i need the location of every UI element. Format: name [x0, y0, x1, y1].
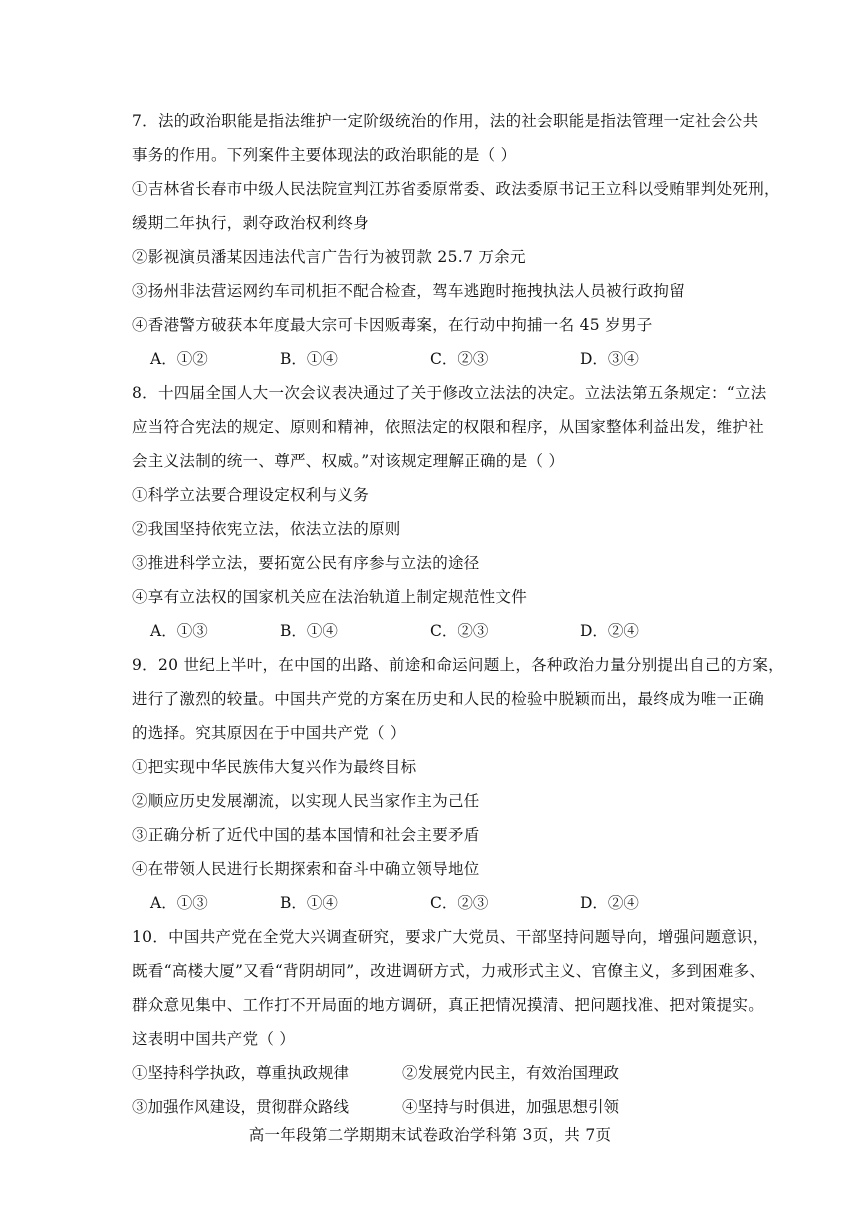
statement: ①把实现中华民族伟大复兴作为最终目标	[132, 758, 417, 776]
answer-options	[132, 614, 772, 648]
statement: ②发展党内民主，有效治国理政	[402, 1064, 620, 1082]
statement: ③扬州非法营运网约车司机拒不配合检查，驾车逃跑时拖拽执法人员被行政拘留	[132, 282, 686, 300]
question-9	[132, 648, 784, 920]
question-stem: 应当符合宪法的规定、原则和精神，依照法定的权限和程序，从国家整体利益出发，维护社	[132, 418, 765, 436]
statement: ④在带领人民进行长期探索和奋斗中确立领导地位	[132, 860, 480, 878]
statement: ④坚持与时俱进，加强思想引领	[402, 1098, 620, 1116]
option-a: A．①③	[150, 894, 208, 912]
question-stem: 这表明中国共产党（ ）	[132, 1030, 296, 1048]
question-stem: 事务的作用。下列案件主要体现法的政治职能的是（ ）	[132, 146, 517, 164]
question-stem: 8．十四届全国人大一次会议表决通过了关于修改立法法的决定。立法法第五条规定：“立法	[132, 384, 767, 402]
answer-options	[132, 342, 772, 376]
question-stem: 的选择。究其原因在于中国共产党（ ）	[132, 724, 406, 742]
statement: ①坚持科学执政，尊重执政规律	[132, 1064, 350, 1082]
question-8	[132, 376, 772, 648]
statement-row	[132, 1056, 772, 1090]
option-c: C．②③	[430, 894, 489, 912]
option-a: A．①③	[150, 622, 208, 640]
statement: ③正确分析了近代中国的基本国情和社会主要矛盾	[132, 826, 480, 844]
question-stem: 既看“高楼大厦”又看“背阴胡同”，改进调研方式，力戒形式主义、官僚主义，多到困难多、	[132, 962, 766, 980]
question-stem: 9．20 世纪上半叶，在中国的出路、前途和命运问题上，各种政治力量分别提出自己的方案，	[132, 656, 784, 674]
page-footer: 高一年段第二学期期末试卷政治学科第 3页，共 7页	[248, 1126, 612, 1144]
statement-row	[132, 1090, 772, 1124]
option-c: C．②③	[430, 350, 489, 368]
option-c: C．②③	[430, 622, 489, 640]
question-stem: 会主义法制的统一、尊严、权威。”对该规定理解正确的是（ ）	[132, 452, 565, 470]
answer-options	[132, 886, 772, 920]
statement: ④香港警方破获本年度最大宗可卡因贩毒案，在行动中拘捕一名 45 岁男子	[132, 316, 653, 334]
statement: ④享有立法权的国家机关应在法治轨道上制定规范性文件	[132, 588, 528, 606]
option-a: A．①②	[150, 350, 208, 368]
option-d: D．③④	[580, 350, 639, 368]
statement: ②影视演员潘某因违法代言广告行为被罚款 25.7 万余元	[132, 248, 526, 266]
statement: ①吉林省长春市中级人民法院宣判江苏省委原常委、政法委原书记王立科以受贿罪判处死刑，	[132, 180, 780, 198]
question-stem: 进行了激烈的较量。中国共产党的方案在历史和人民的检验中脱颖而出，最终成为唯一正确	[132, 690, 765, 708]
statement: ②我国坚持依宪立法，依法立法的原则	[132, 520, 401, 538]
question-stem: 群众意见集中、工作打不开局面的地方调研，真正把情况摸清、把问题找准、把对策提实。	[132, 996, 765, 1014]
statement: ③推进科学立法，要拓宽公民有序参与立法的途径	[132, 554, 480, 572]
option-d: D．②④	[580, 894, 639, 912]
option-d: D．②④	[580, 622, 639, 640]
option-b: B．①④	[280, 350, 338, 368]
option-b: B．①④	[280, 894, 338, 912]
statement: 缓期二年执行，剥夺政治权利终身	[132, 214, 370, 232]
question-7	[132, 104, 780, 376]
question-stem: 7．法的政治职能是指法维护一定阶级统治的作用，法的社会职能是指法管理一定社会公共	[132, 112, 759, 130]
statement: ③加强作风建设，贯彻群众路线	[132, 1098, 350, 1116]
statement: ①科学立法要合理设定权利与义务	[132, 486, 370, 504]
question-10	[132, 920, 772, 1124]
question-stem: 10．中国共产党在全党大兴调查研究，要求广大党员、干部坚持问题导向，增强问题意识，	[132, 928, 769, 946]
statement: ②顺应历史发展潮流，以实现人民当家作主为己任	[132, 792, 480, 810]
option-b: B．①④	[280, 622, 338, 640]
